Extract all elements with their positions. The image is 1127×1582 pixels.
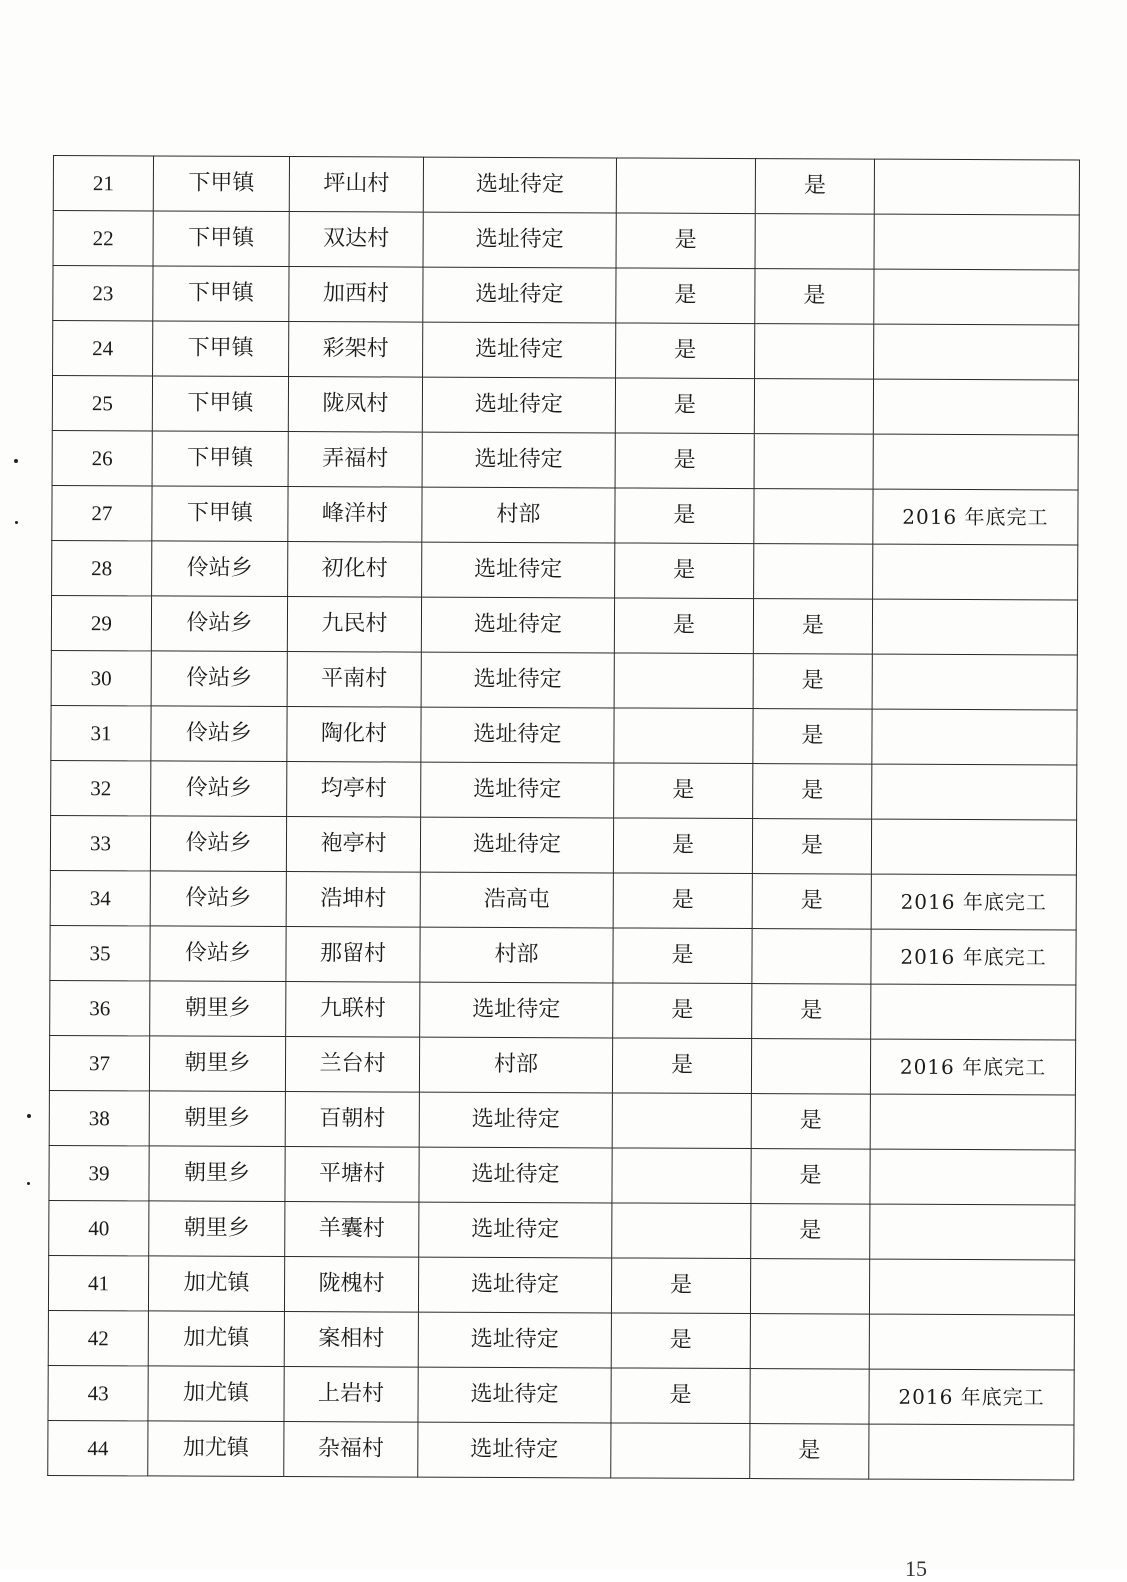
flag-cell-b: 是 bbox=[752, 819, 871, 875]
row-number-cell: 24 bbox=[53, 321, 153, 376]
note-cell bbox=[873, 379, 1078, 435]
flag-cell-a: 是 bbox=[615, 378, 754, 434]
note-cell bbox=[870, 1204, 1075, 1260]
flag-cell-b bbox=[754, 379, 873, 435]
table-row bbox=[50, 815, 1076, 874]
flag-cell-b: 是 bbox=[753, 599, 872, 655]
town-cell: 伶站乡 bbox=[150, 816, 286, 872]
flag-cell-a: 是 bbox=[612, 1038, 751, 1094]
town-cell: 加尤镇 bbox=[148, 1311, 284, 1367]
village-cell: 袍亭村 bbox=[286, 817, 420, 873]
note-cell: 2016 年底完工 bbox=[871, 874, 1076, 930]
town-cell: 下甲镇 bbox=[152, 376, 288, 432]
flag-cell-b bbox=[755, 324, 874, 380]
village-cell: 百朝村 bbox=[285, 1092, 419, 1148]
flag-cell-b bbox=[755, 214, 874, 270]
note-cell bbox=[869, 1424, 1074, 1480]
scan-mark bbox=[27, 1182, 30, 1185]
site-cell: 选址待定 bbox=[423, 212, 616, 268]
flag-cell-a: 是 bbox=[615, 433, 754, 489]
site-cell: 选址待定 bbox=[418, 1367, 611, 1423]
note-cell bbox=[874, 269, 1079, 325]
table-row bbox=[49, 1035, 1075, 1094]
site-cell: 选址待定 bbox=[421, 597, 614, 653]
note-cell bbox=[872, 709, 1077, 765]
site-cell: 选址待定 bbox=[423, 322, 616, 378]
flag-cell-a: 是 bbox=[613, 928, 752, 984]
town-cell: 伶站乡 bbox=[152, 541, 288, 597]
flag-cell-b bbox=[750, 1314, 869, 1370]
town-cell: 伶站乡 bbox=[151, 761, 287, 817]
note-cell bbox=[871, 984, 1076, 1040]
row-number-cell: 37 bbox=[49, 1035, 149, 1090]
table-row bbox=[49, 1200, 1075, 1259]
site-cell: 选址待定 bbox=[420, 817, 613, 873]
table-row bbox=[52, 376, 1078, 435]
row-number-cell: 36 bbox=[50, 980, 150, 1035]
village-cell: 均亭村 bbox=[287, 762, 421, 818]
village-cell: 羊囊村 bbox=[285, 1202, 419, 1258]
town-cell: 伶站乡 bbox=[150, 926, 286, 982]
site-cell: 浩高屯 bbox=[420, 872, 613, 928]
village-cell: 那留村 bbox=[286, 927, 420, 983]
flag-cell-b: 是 bbox=[755, 159, 874, 215]
table-row bbox=[50, 870, 1076, 929]
page-number: 15 bbox=[905, 1556, 927, 1581]
scan-mark bbox=[15, 521, 18, 524]
row-number-cell: 31 bbox=[51, 705, 151, 760]
flag-cell-b: 是 bbox=[751, 1204, 870, 1260]
village-cell: 杂福村 bbox=[284, 1422, 418, 1478]
site-cell: 选址待定 bbox=[418, 1257, 611, 1313]
site-cell: 选址待定 bbox=[421, 652, 614, 708]
flag-cell-a: 是 bbox=[611, 1258, 750, 1314]
table-row bbox=[49, 1145, 1075, 1204]
village-table-wrapper bbox=[47, 155, 1079, 1480]
village-cell: 兰台村 bbox=[285, 1037, 419, 1093]
village-cell: 陶化村 bbox=[287, 707, 421, 763]
flag-cell-b bbox=[750, 1259, 869, 1315]
flag-cell-b bbox=[754, 544, 873, 600]
row-number-cell: 42 bbox=[48, 1310, 148, 1365]
table-row bbox=[50, 925, 1076, 984]
table-row bbox=[51, 760, 1077, 819]
table-row bbox=[49, 1090, 1075, 1149]
note-cell bbox=[874, 214, 1079, 270]
table-row bbox=[53, 266, 1079, 325]
flag-cell-a: 是 bbox=[613, 983, 752, 1039]
town-cell: 下甲镇 bbox=[152, 431, 288, 487]
site-cell: 选址待定 bbox=[422, 377, 615, 433]
town-cell: 朝里乡 bbox=[149, 1201, 285, 1257]
village-cell: 坪山村 bbox=[289, 157, 423, 213]
village-cell: 初化村 bbox=[288, 542, 422, 598]
note-cell: 2016 年底完工 bbox=[869, 1369, 1074, 1425]
note-cell bbox=[873, 544, 1078, 600]
site-cell: 选址待定 bbox=[421, 762, 614, 818]
flag-cell-b: 是 bbox=[751, 1149, 870, 1205]
site-cell: 选址待定 bbox=[423, 267, 616, 323]
flag-cell-a: 是 bbox=[611, 1313, 750, 1369]
flag-cell-b bbox=[754, 489, 873, 545]
flag-cell-a: 是 bbox=[616, 268, 755, 324]
flag-cell-b bbox=[750, 1369, 869, 1425]
flag-cell-a bbox=[612, 1203, 751, 1259]
village-cell: 陇槐村 bbox=[284, 1257, 418, 1313]
note-cell bbox=[874, 159, 1079, 215]
flag-cell-a: 是 bbox=[616, 213, 755, 269]
table-row bbox=[53, 211, 1079, 270]
row-number-cell: 22 bbox=[53, 211, 153, 266]
flag-cell-a bbox=[616, 158, 755, 214]
flag-cell-a bbox=[612, 1148, 751, 1204]
flag-cell-a: 是 bbox=[615, 488, 754, 544]
flag-cell-b: 是 bbox=[753, 709, 872, 765]
flag-cell-b: 是 bbox=[753, 764, 872, 820]
note-cell: 2016 年底完工 bbox=[870, 1039, 1075, 1095]
site-cell: 选址待定 bbox=[418, 1422, 611, 1478]
flag-cell-b: 是 bbox=[750, 1424, 869, 1480]
flag-cell-a: 是 bbox=[611, 1368, 750, 1424]
flag-cell-b: 是 bbox=[753, 654, 872, 710]
village-cell: 上岩村 bbox=[284, 1367, 418, 1423]
table-row bbox=[48, 1365, 1074, 1424]
flag-cell-a bbox=[611, 1423, 750, 1479]
table-body bbox=[48, 156, 1080, 1480]
town-cell: 加尤镇 bbox=[148, 1366, 284, 1422]
row-number-cell: 44 bbox=[48, 1420, 148, 1475]
site-cell: 选址待定 bbox=[421, 707, 614, 763]
row-number-cell: 21 bbox=[53, 156, 153, 211]
village-cell: 彩架村 bbox=[289, 322, 423, 378]
row-number-cell: 33 bbox=[50, 815, 150, 870]
town-cell: 伶站乡 bbox=[151, 651, 287, 707]
flag-cell-a bbox=[614, 653, 753, 709]
village-cell: 陇凤村 bbox=[288, 377, 422, 433]
town-cell: 下甲镇 bbox=[153, 156, 289, 212]
town-cell: 下甲镇 bbox=[152, 486, 288, 542]
row-number-cell: 27 bbox=[52, 485, 152, 540]
note-cell bbox=[872, 599, 1077, 655]
village-cell: 弄福村 bbox=[288, 432, 422, 488]
row-number-cell: 43 bbox=[48, 1365, 148, 1420]
town-cell: 朝里乡 bbox=[149, 1036, 285, 1092]
town-cell: 朝里乡 bbox=[150, 981, 286, 1037]
table-row bbox=[53, 156, 1079, 215]
row-number-cell: 26 bbox=[52, 430, 152, 485]
table-row bbox=[50, 980, 1076, 1039]
row-number-cell: 41 bbox=[48, 1255, 148, 1310]
flag-cell-a: 是 bbox=[616, 323, 755, 379]
village-cell: 平塘村 bbox=[285, 1147, 419, 1203]
table-row bbox=[51, 650, 1077, 709]
row-number-cell: 40 bbox=[49, 1200, 149, 1255]
site-cell: 选址待定 bbox=[423, 157, 616, 213]
town-cell: 下甲镇 bbox=[153, 321, 289, 377]
village-cell: 九联村 bbox=[286, 982, 420, 1038]
site-cell: 村部 bbox=[420, 927, 613, 983]
note-cell bbox=[872, 654, 1077, 710]
table-row bbox=[48, 1310, 1074, 1369]
town-cell: 朝里乡 bbox=[149, 1146, 285, 1202]
site-cell: 选址待定 bbox=[418, 1312, 611, 1368]
town-cell: 加尤镇 bbox=[148, 1256, 284, 1312]
note-cell bbox=[869, 1259, 1074, 1315]
row-number-cell: 29 bbox=[51, 595, 151, 650]
flag-cell-b: 是 bbox=[755, 269, 874, 325]
flag-cell-a: 是 bbox=[614, 763, 753, 819]
flag-cell-a: 是 bbox=[615, 543, 754, 599]
scan-mark bbox=[14, 459, 18, 463]
town-cell: 伶站乡 bbox=[151, 596, 287, 652]
flag-cell-a: 是 bbox=[613, 873, 752, 929]
flag-cell-b: 是 bbox=[751, 1094, 870, 1150]
flag-cell-b bbox=[754, 434, 873, 490]
village-cell: 平南村 bbox=[287, 652, 421, 708]
site-cell: 村部 bbox=[419, 1037, 612, 1093]
note-cell bbox=[873, 434, 1078, 490]
row-number-cell: 23 bbox=[53, 266, 153, 321]
flag-cell-a: 是 bbox=[613, 818, 752, 874]
village-cell: 九民村 bbox=[287, 597, 421, 653]
village-cell: 案相村 bbox=[284, 1312, 418, 1368]
flag-cell-b bbox=[751, 1039, 870, 1095]
table-row bbox=[52, 485, 1078, 544]
table-row bbox=[48, 1255, 1074, 1314]
table-row bbox=[51, 705, 1077, 764]
table-row bbox=[52, 430, 1078, 489]
row-number-cell: 38 bbox=[49, 1090, 149, 1145]
scan-mark bbox=[27, 1114, 31, 1118]
note-cell bbox=[870, 1094, 1075, 1150]
table-row bbox=[52, 540, 1078, 599]
table-row bbox=[51, 595, 1077, 654]
row-number-cell: 34 bbox=[50, 870, 150, 925]
flag-cell-b: 是 bbox=[752, 984, 871, 1040]
site-cell: 选址待定 bbox=[419, 1202, 612, 1258]
row-number-cell: 32 bbox=[51, 760, 151, 815]
table-row bbox=[53, 321, 1079, 380]
site-cell: 选址待定 bbox=[422, 432, 615, 488]
note-cell bbox=[872, 764, 1077, 820]
site-cell: 选址待定 bbox=[420, 982, 613, 1038]
note-cell: 2016 年底完工 bbox=[871, 929, 1076, 985]
site-cell: 选址待定 bbox=[422, 542, 615, 598]
row-number-cell: 30 bbox=[51, 650, 151, 705]
village-cell: 浩坤村 bbox=[286, 872, 420, 928]
flag-cell-b bbox=[752, 929, 871, 985]
site-cell: 选址待定 bbox=[419, 1147, 612, 1203]
row-number-cell: 28 bbox=[52, 540, 152, 595]
note-cell bbox=[870, 1149, 1075, 1205]
note-cell bbox=[874, 324, 1079, 380]
note-cell bbox=[871, 819, 1076, 875]
flag-cell-b: 是 bbox=[752, 874, 871, 930]
row-number-cell: 25 bbox=[52, 376, 152, 431]
row-number-cell: 39 bbox=[49, 1145, 149, 1200]
note-cell bbox=[869, 1314, 1074, 1370]
flag-cell-a: 是 bbox=[614, 598, 753, 654]
village-table bbox=[47, 155, 1080, 1480]
village-cell: 双达村 bbox=[289, 212, 423, 268]
note-cell: 2016 年底完工 bbox=[873, 489, 1078, 545]
town-cell: 加尤镇 bbox=[148, 1421, 284, 1477]
town-cell: 伶站乡 bbox=[150, 871, 286, 927]
row-number-cell: 35 bbox=[50, 925, 150, 980]
town-cell: 朝里乡 bbox=[149, 1091, 285, 1147]
site-cell: 选址待定 bbox=[419, 1092, 612, 1148]
flag-cell-a bbox=[612, 1093, 751, 1149]
town-cell: 下甲镇 bbox=[153, 266, 289, 322]
village-cell: 加西村 bbox=[289, 267, 423, 323]
flag-cell-a bbox=[614, 708, 753, 764]
table-row bbox=[48, 1420, 1074, 1479]
town-cell: 伶站乡 bbox=[151, 706, 287, 762]
village-cell: 峰洋村 bbox=[288, 487, 422, 543]
site-cell: 村部 bbox=[422, 487, 615, 543]
town-cell: 下甲镇 bbox=[153, 211, 289, 267]
